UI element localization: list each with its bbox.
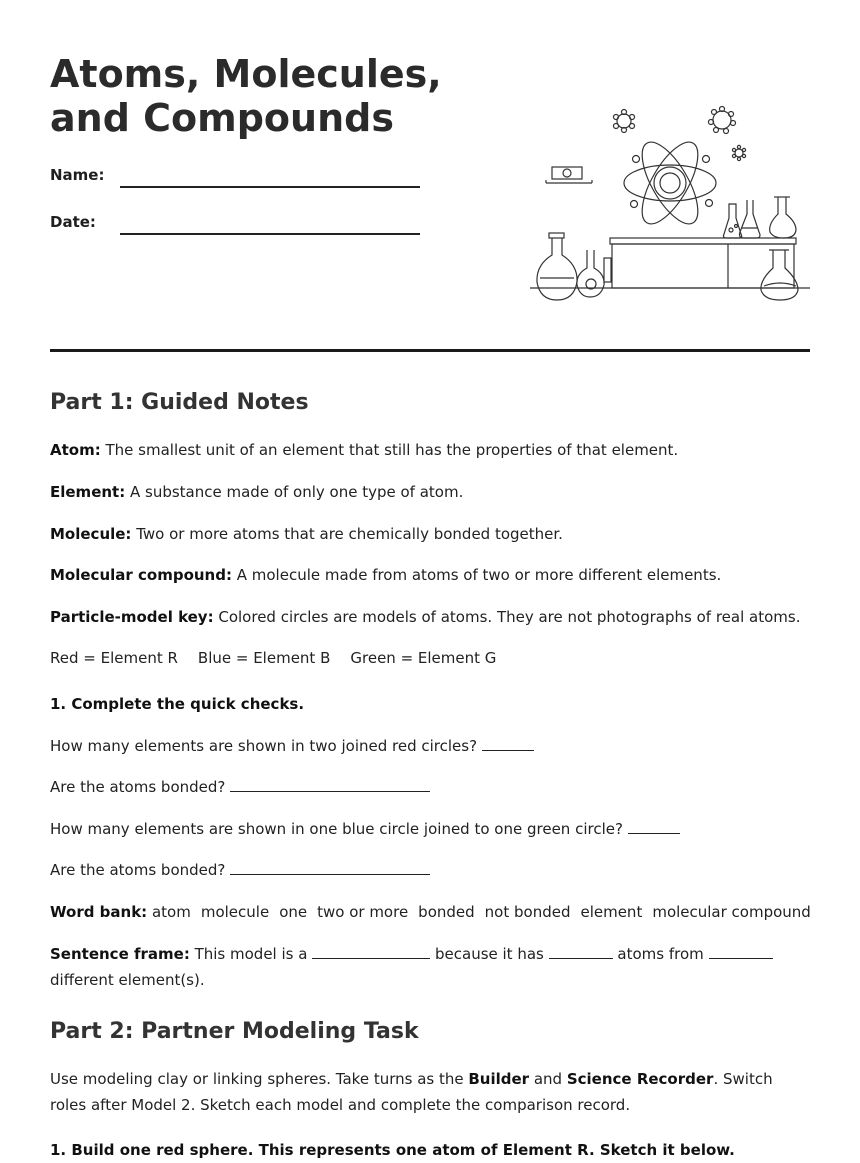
frame-blank[interactable] [709, 944, 773, 959]
key-green: Green = Element G [350, 649, 497, 667]
note-molecule [50, 521, 820, 547]
molecule-icon [614, 110, 635, 133]
note-text: Colored circles are models of atoms. They are not photographs of real atoms. [213, 608, 801, 626]
question-text: Are the atoms bonded? [50, 861, 226, 879]
question-text: Are the atoms bonded? [50, 778, 226, 796]
atom-icon [624, 134, 716, 232]
note-text: A molecule made from atoms of two or more different elements. [231, 566, 722, 584]
note-text: Two or more atoms that are chemically bonded together. [131, 525, 563, 543]
note-term: Molecule: [50, 525, 132, 543]
answer-blank[interactable] [230, 860, 430, 875]
key-red: Red = Element R [50, 649, 178, 667]
color-key [50, 645, 820, 671]
note-element [50, 479, 820, 505]
name-field[interactable] [50, 166, 430, 192]
small-molecule-icon [732, 145, 745, 160]
role-science-recorder: Science Recorder [566, 1070, 714, 1088]
word-bank-item: molecular compound [652, 903, 811, 921]
part1-heading: Part 1: Guided Notes [50, 390, 309, 415]
molecule-ring-icon [709, 107, 736, 134]
answer-blank[interactable] [230, 777, 430, 792]
word-bank-item: two or more [317, 903, 409, 921]
word-bank-label: Word bank: [50, 903, 148, 921]
note-atom [50, 437, 820, 463]
note-particle-model-key [50, 604, 820, 630]
header-divider [50, 349, 810, 352]
role-builder: Builder [468, 1070, 530, 1088]
date-field[interactable] [50, 213, 430, 239]
task-1: 1. Build one red sphere. This represents one atom of Element R. Sketch it below. [50, 1141, 735, 1159]
frame-text: This model is a [194, 945, 308, 963]
lab-scale-icon [546, 167, 592, 183]
word-bank-item: not bonded [484, 903, 571, 921]
word-bank-item: bonded [418, 903, 475, 921]
question-4 [50, 857, 820, 883]
question-1 [50, 733, 820, 759]
question-3 [50, 816, 820, 842]
intro-text: and [529, 1070, 567, 1088]
note-molecular-compound [50, 562, 820, 588]
word-bank [50, 899, 820, 925]
science-lab-illustration [528, 100, 813, 310]
key-blue: Blue = Element B [197, 649, 331, 667]
name-label: Name: [50, 166, 105, 184]
question-text: How many elements are shown in two joined red circles? [50, 737, 478, 755]
frame-text: because it has [435, 945, 544, 963]
intro-text: . Switch roles after Model 2. Sketch each model and complete the comparison record. [50, 1070, 773, 1114]
word-bank-item: atom [151, 903, 191, 921]
answer-blank[interactable] [482, 736, 534, 751]
answer-blank[interactable] [628, 819, 680, 834]
sentence-frame [50, 941, 810, 993]
date-label: Date: [50, 213, 96, 231]
date-line[interactable] [120, 233, 420, 235]
frame-blank[interactable] [549, 944, 613, 959]
intro-text: Use modeling clay or linking spheres. Take turns as the [50, 1070, 469, 1088]
frame-text: different element(s). [50, 971, 205, 989]
part2-heading: Part 2: Partner Modeling Task [50, 1019, 419, 1044]
quick-check-heading: 1. Complete the quick checks. [50, 695, 305, 713]
note-text: The smallest unit of an element that still has the properties of that element. [100, 441, 679, 459]
note-text: A substance made of only one type of atom. [125, 483, 464, 501]
page-title: Atoms, Molecules, and Compounds [50, 52, 442, 140]
word-bank-item: one [279, 903, 308, 921]
flask-icon [723, 197, 796, 238]
note-term: Particle-model key: [50, 608, 214, 626]
name-line[interactable] [120, 186, 420, 188]
sentence-frame-label: Sentence frame: [50, 945, 190, 963]
note-term: Molecular compound: [50, 566, 232, 584]
frame-text: atoms from [617, 945, 704, 963]
frame-blank[interactable] [312, 944, 430, 959]
word-bank-item: element [580, 903, 643, 921]
conical-flask-icon [761, 250, 798, 300]
note-term: Element: [50, 483, 126, 501]
word-bank-item: molecule [200, 903, 270, 921]
note-term: Atom: [50, 441, 101, 459]
question-text: How many elements are shown in one blue circle joined to one green circle? [50, 820, 623, 838]
question-2 [50, 774, 820, 800]
round-flask-icon [537, 233, 611, 300]
part2-intro [50, 1066, 810, 1118]
